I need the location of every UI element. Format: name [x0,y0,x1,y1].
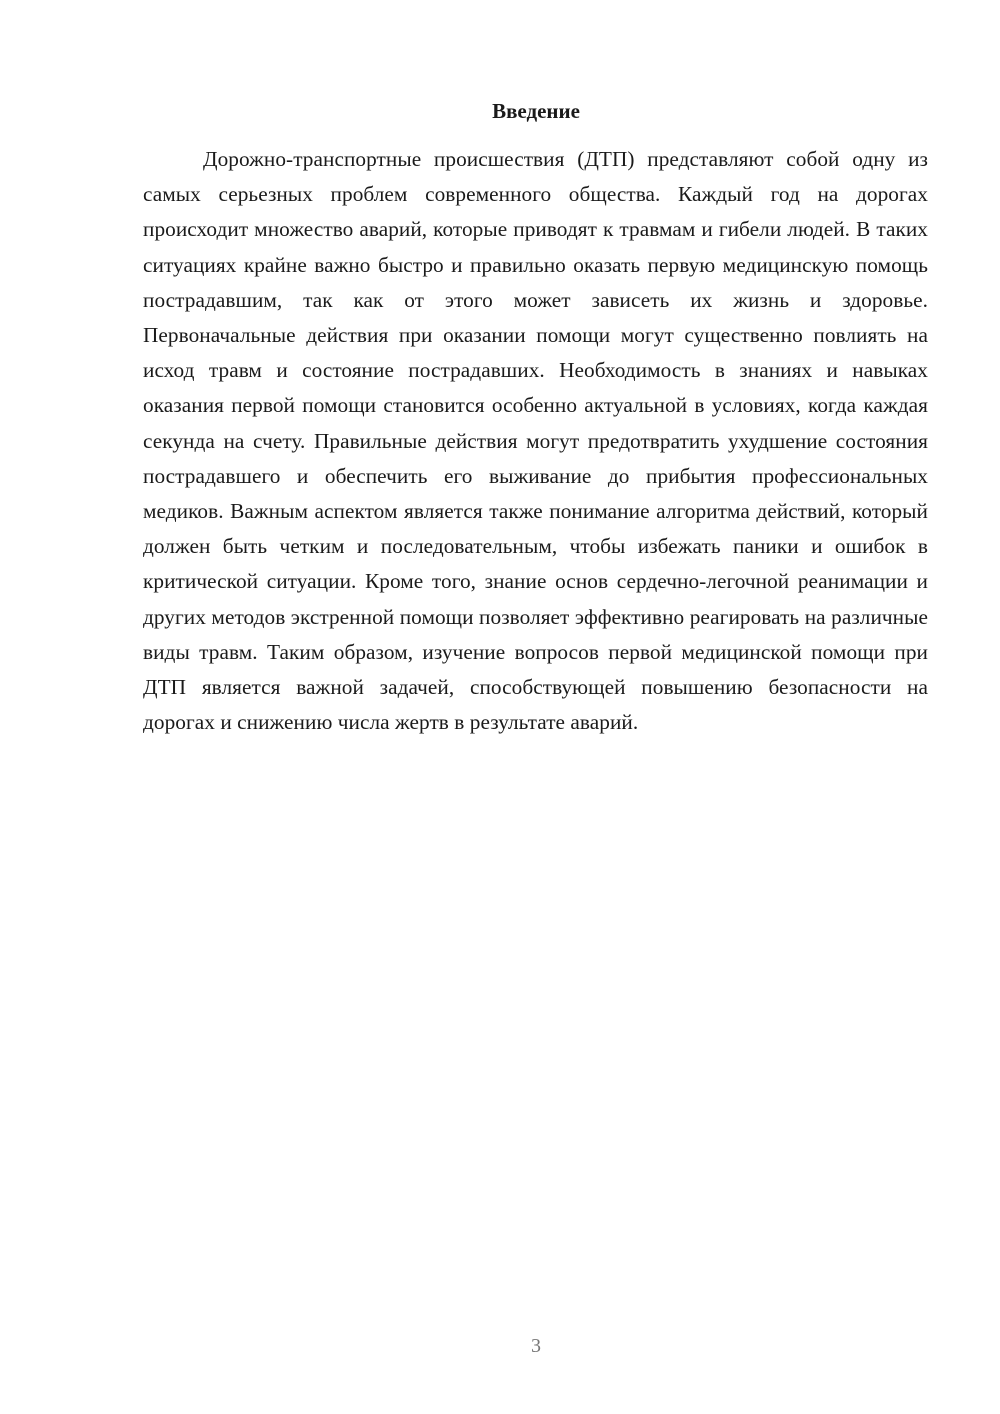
intro-paragraph: Дорожно-транспортные происшествия (ДТП) представляют собой одну из самых серьезных проблем современного общества. Каждый год на дорогах происходит множество аварий, которые приводят к травмам и гибели людей. В таких ситуациях крайне важно быстро и правильно оказать первую медицинскую помощь пострадавшим, так как от этого может зависеть их жизнь и здоровье. Первоначальные действия при оказании помощи могут существенно повлиять на исход травм и состояние пострадавших. Необходимость в знаниях и навыках оказания первой помощи становится особенно актуальной в условиях, когда каждая секунда на счету. Правильные действия могут предотвратить ухудшение состояния пострадавшего и обеспечить его выживание до прибытия профессиональных медиков. Важным аспектом является также понимание алгоритма действий, который должен быть четким и последовательным, чтобы избежать паники и ошибок в критической ситуации. Кроме того, знание основ сердечно-легочной реанимации и других методов экстренной помощи позволяет эффективно реагировать на различные виды травм. Таким образом, изучение вопросов первой медицинской помощи при ДТП является важной задачей, способствующей повышению безопасности на дорогах и снижению числа жертв в результате аварий. [143,147,928,735]
section-heading: Введение [492,99,580,123]
page-number: 3 [531,1335,541,1357]
